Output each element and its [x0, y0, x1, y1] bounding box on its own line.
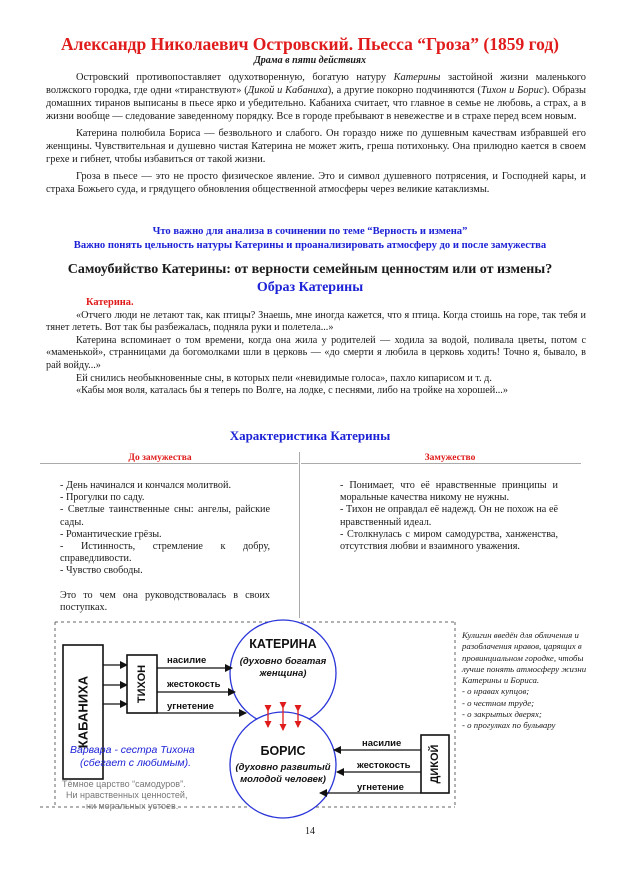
- intro-text: [46, 71, 586, 196]
- right-label-cruelty: жестокость: [357, 760, 411, 771]
- right-label-violence: насилие: [362, 738, 402, 749]
- quote-block: [46, 297, 586, 398]
- boris-desc-line-2: молодой человек): [240, 774, 326, 785]
- section-subheading: Образ Катерины: [256, 280, 364, 295]
- list-item: - о закрытых дверях;: [462, 709, 542, 720]
- boris-desc-line-1: (духовно развитый: [235, 762, 331, 773]
- quote-paragraph-3: Ей снились необыкновенные сны, в которых пели «невидимые голоса», пахло кипарисом и т. д.: [76, 372, 492, 384]
- katerina-desc-line-2: женщина): [259, 668, 307, 679]
- analysis-line-1: Что важно для анализа в сочинении по теме “Верность и измена”: [152, 226, 468, 237]
- intro-paragraph-1: Островский противопоставляет одухотворенную, богатую натуру Катерины застойной жизни маленького волжского городка, где одни «тиранствуют» (Дикой и Кабаниха), а другие покорно подчиняются (Тихон и Борис). Образы домашних тиранов выписаны в пьесе ярко и убедительно. Кабаниха считает, что главное в семье не любовь, а страх, а в жизни вообще — следование заведенному порядку. Все в городе пребывают в невежестве и в страхе перед всем новым.: [46, 72, 586, 122]
- intro-paragraph-3: Гроза в пьесе — это не просто физическое явление. Это и символ душевного потрясения, и Господней кары, и страха Божьего суда, и грядущего обновления общественной атмосферы через великие катаклизмы.: [46, 171, 586, 195]
- left-label-violence: насилие: [167, 655, 207, 666]
- boris-name: БОРИС: [260, 744, 306, 758]
- left-label-oppression: угнетение: [167, 701, 214, 712]
- kabanikha-to-tikhon-arrows: [103, 665, 127, 704]
- after-marriage-list: [340, 480, 558, 553]
- divider-right: [301, 463, 581, 464]
- intro-paragraph-2: Катерина полюбила Бориса — безвольного и слабого. Он гораздо ниже по душевным качествам избравшей его женщины. Чувствительная и душевно чистая Катерина не может жить, греша потихоньку. Она прилюдно кается в своем грехе и гибнет, чтобы избавиться от такой жизни.: [46, 128, 586, 165]
- list-item: - о нравах купцов;: [462, 686, 530, 697]
- quote-paragraph-2: Катерина вспоминает о том времени, когда она жила у родителей — ходила за водой, поливала цветы, потом с «маменькой», странницами да богомолками шли в церковь — «до смерти я любила в церковь ходить! Точно я, бывало, в рай войду...»: [46, 334, 586, 371]
- before-marriage-list: [60, 480, 270, 614]
- before-marriage-footer: Это то чем она руководствовалась в своих поступках.: [60, 589, 270, 613]
- katerina-name: КАТЕРИНА: [249, 637, 317, 651]
- list-item: - Истинность, стремление к добру, справедливости.: [60, 541, 270, 565]
- varvara-line-1: Варвара - сестра Тихона: [70, 744, 195, 756]
- quote-paragraph-1: «Отчего люди не летают так, как птицы? Знаешь, мне иногда кажется, что я птица. Когда стоишь на горе, так тебя и тянет лететь. Вот так бы разбежалась, подняла руки и полетела...»: [46, 309, 586, 334]
- left-label-cruelty: жестокость: [167, 679, 221, 690]
- list-item: - Прогулки по саду.: [60, 492, 145, 504]
- tikhon-label: ТИХОН: [136, 664, 148, 704]
- page-title: Александр Николаевич Островский. Пьесса “Гроза” (1859 год): [60, 34, 560, 54]
- quote-paragraph-4: «Кабы моя воля, каталась бы я теперь по Волге, на лодке, с песнями, либо на тройке на хорошей...»: [76, 385, 508, 397]
- list-item: - Понимает, что её нравственные принципы и моральные качества никому не нужны.: [340, 480, 558, 504]
- dikoy-label: ДИКОЙ: [429, 744, 441, 784]
- analysis-line-2: Важно понять цельность натуры Катерины и проанализировать атмосферу до и после замужества: [73, 240, 547, 251]
- before-marriage-header: До замужества: [128, 453, 192, 463]
- dark-kingdom-line-2: Ни нравственных ценностей,: [66, 790, 188, 800]
- page-number: 14: [305, 826, 315, 837]
- list-item: - Романтические грёзы.: [60, 528, 162, 540]
- quote-label: Катерина.: [86, 297, 134, 308]
- characteristic-title: Характеристика Катерины: [229, 428, 391, 443]
- list-item: - День начинался и кончался молитвой.: [60, 480, 231, 491]
- katerina-desc-line-1: (духовно богатая: [239, 656, 327, 667]
- divider-left: [40, 463, 298, 464]
- kabanikha-label: КАБАНИХА: [75, 675, 91, 749]
- list-item: - Тихон не оправдал её надежд. Он не похож на её нравственный идеал.: [340, 504, 558, 528]
- list-item: - о прогулках по бульвару: [462, 720, 556, 731]
- list-item: - Светлые таинственные сны: ангелы, райские сады.: [60, 504, 270, 528]
- page-subtitle: Драма в пяти действиях: [253, 55, 367, 66]
- varvara-line-2: (сбегает с любимым).: [80, 757, 192, 769]
- dark-kingdom-line-3: ни моральных устоев.: [86, 801, 179, 811]
- right-label-oppression: угнетение: [357, 782, 404, 793]
- kuligin-note: [462, 630, 592, 732]
- after-marriage-header: Замужество: [424, 453, 476, 463]
- dark-kingdom-line-1: Тёмное царство “самодуров”.: [62, 779, 186, 789]
- list-item: - Чувство свободы.: [60, 565, 143, 577]
- list-item: - Столкнулась с миром самодурства, ханженства, отсутствия любви и взаимного уважения.: [340, 528, 558, 553]
- list-item: - о честном труде;: [462, 697, 535, 708]
- section-heading: Самоубийство Катерины: от верности семейным ценностям или от измены?: [67, 262, 553, 277]
- kuligin-note-text: Кулигин введён для обличения и разоблачения нравов, царящих в провинциальном городке, чтобы лучше понять атмосферу жизни Катерины и Бориса.: [462, 630, 587, 686]
- column-divider: [299, 452, 300, 618]
